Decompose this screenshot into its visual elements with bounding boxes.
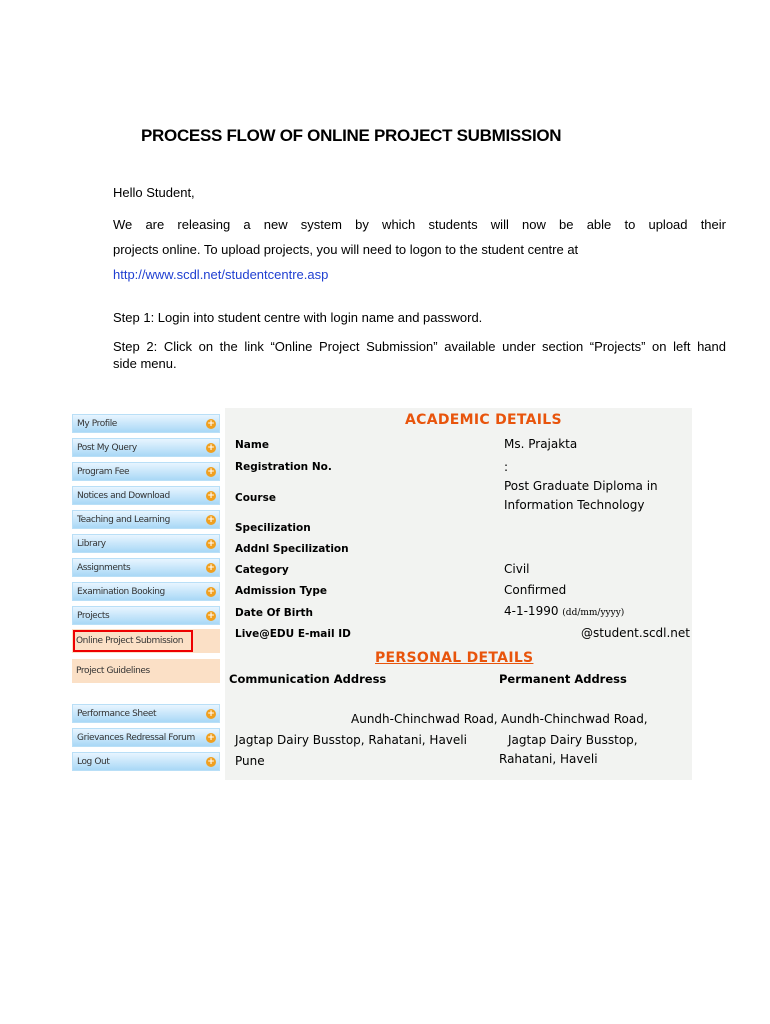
step-1: Step 1: Login into student centre with login name and password. [113,310,483,325]
detail-value [504,602,624,623]
detail-key: Admission Type [235,585,328,597]
sidebar-item-program-fee[interactable] [72,462,220,481]
comm-address-line: Jagtap Dairy Busstop, Rahatani, Haveli [235,733,467,747]
detail-value: Post Graduate Diploma in [504,479,658,493]
menu-label: Teaching and Learning [77,515,170,525]
menu-label: Performance Sheet [77,709,157,719]
expand-plus-icon: + [207,491,215,501]
sidebar-item-post-my-query[interactable] [72,438,220,457]
sidebar-item-library[interactable] [72,534,220,553]
detail-key: Name [235,439,269,451]
sidebar-item-teaching[interactable] [72,510,220,529]
detail-key: Category [235,564,289,576]
expand-plus-icon: + [207,709,215,719]
student-centre-screenshot [72,408,692,780]
expand-plus-icon: + [207,419,215,429]
sidebar-item-notices[interactable] [72,486,220,505]
menu-label: Projects [77,611,110,621]
intro-paragraph [113,212,726,287]
sidebar-item-performance-sheet[interactable] [72,704,220,723]
step-2-line-1: Step 2: Click on the link “Online Project Submission” available under section “Projects” on left hand [113,339,726,354]
communication-address-header: Communication Address [229,672,387,686]
menu-label: My Profile [77,419,117,429]
sidebar-item-project-guidelines[interactable] [72,659,220,683]
detail-key: Date Of Birth [235,607,314,619]
menu-label: Log Out [77,757,110,767]
menu-label: Program Fee [77,467,130,477]
menu-label: Examination Booking [77,587,165,597]
expand-plus-icon: + [207,757,215,767]
sidebar-item-assignments[interactable] [72,558,220,577]
perm-address-line: Jagtap Dairy Busstop, [508,733,638,747]
expand-plus-icon: + [207,733,215,743]
detail-value: : [504,460,509,474]
detail-value: Information Technology [504,498,645,512]
expand-plus-icon: + [207,563,215,573]
detail-key: Course [235,492,276,504]
detail-key: Registration No. [235,461,332,473]
menu-label: Notices and Download [77,491,170,501]
sidebar-item-online-project-submission[interactable] [72,629,220,653]
menu-label: Project Guidelines [76,666,150,676]
detail-value: Civil [504,562,530,576]
menu-label: Assignments [77,563,131,573]
expand-plus-icon: + [207,611,215,621]
sidebar-item-my-profile[interactable] [72,414,220,433]
sidebar-menu [72,408,222,780]
document-title: PROCESS FLOW OF ONLINE PROJECT SUBMISSION [141,126,562,145]
menu-label: Grievances Redressal Forum [77,733,195,743]
detail-value: Ms. Prajakta [504,437,578,451]
academic-details-title: ACADEMIC DETAILS [405,412,562,428]
expand-plus-icon: + [207,587,215,597]
student-centre-link[interactable]: http://www.scdl.net/studentcentre.asp [113,267,329,282]
permanent-address-header: Permanent Address [499,672,627,686]
detail-key: Specilization [235,522,311,534]
step-2 [113,338,726,372]
dob-format-note: (dd/mm/yyyy) [562,608,625,618]
comm-address-line: Pune [235,754,265,768]
details-panel [225,408,692,780]
menu-label: Post My Query [77,443,137,453]
detail-key: Live@EDU E-mail ID [235,628,351,640]
detail-value: Confirmed [504,583,567,597]
greeting: Hello Student, [113,185,195,200]
dob-value: 4-1-1990 [504,604,559,618]
intro-line-1: We are releasing a new system by which students will now be able to upload their [113,217,726,232]
personal-details-title: PERSONAL DETAILS [375,650,534,666]
detail-key: Addnl Specilization [235,543,349,555]
menu-label: Online Project Submission [76,636,184,646]
comm-address-line: Aundh-Chinchwad Road, [351,712,498,726]
perm-address-line: Aundh-Chinchwad Road, [501,712,648,726]
sidebar-item-exam-booking[interactable] [72,582,220,601]
expand-plus-icon: + [207,515,215,525]
intro-line-2: projects online. To upload projects, you will need to logon to the student centre at [113,242,579,257]
sidebar-item-grievances[interactable] [72,728,220,747]
perm-address-line: Rahatani, Haveli [499,752,598,766]
expand-plus-icon: + [207,539,215,549]
menu-label: Library [77,539,106,549]
detail-value: @student.scdl.net [581,626,690,640]
step-2-line-2: side menu. [113,356,177,371]
expand-plus-icon: + [207,443,215,453]
expand-plus-icon: + [207,467,215,477]
sidebar-item-projects[interactable] [72,606,220,625]
sidebar-item-log-out[interactable] [72,752,220,771]
